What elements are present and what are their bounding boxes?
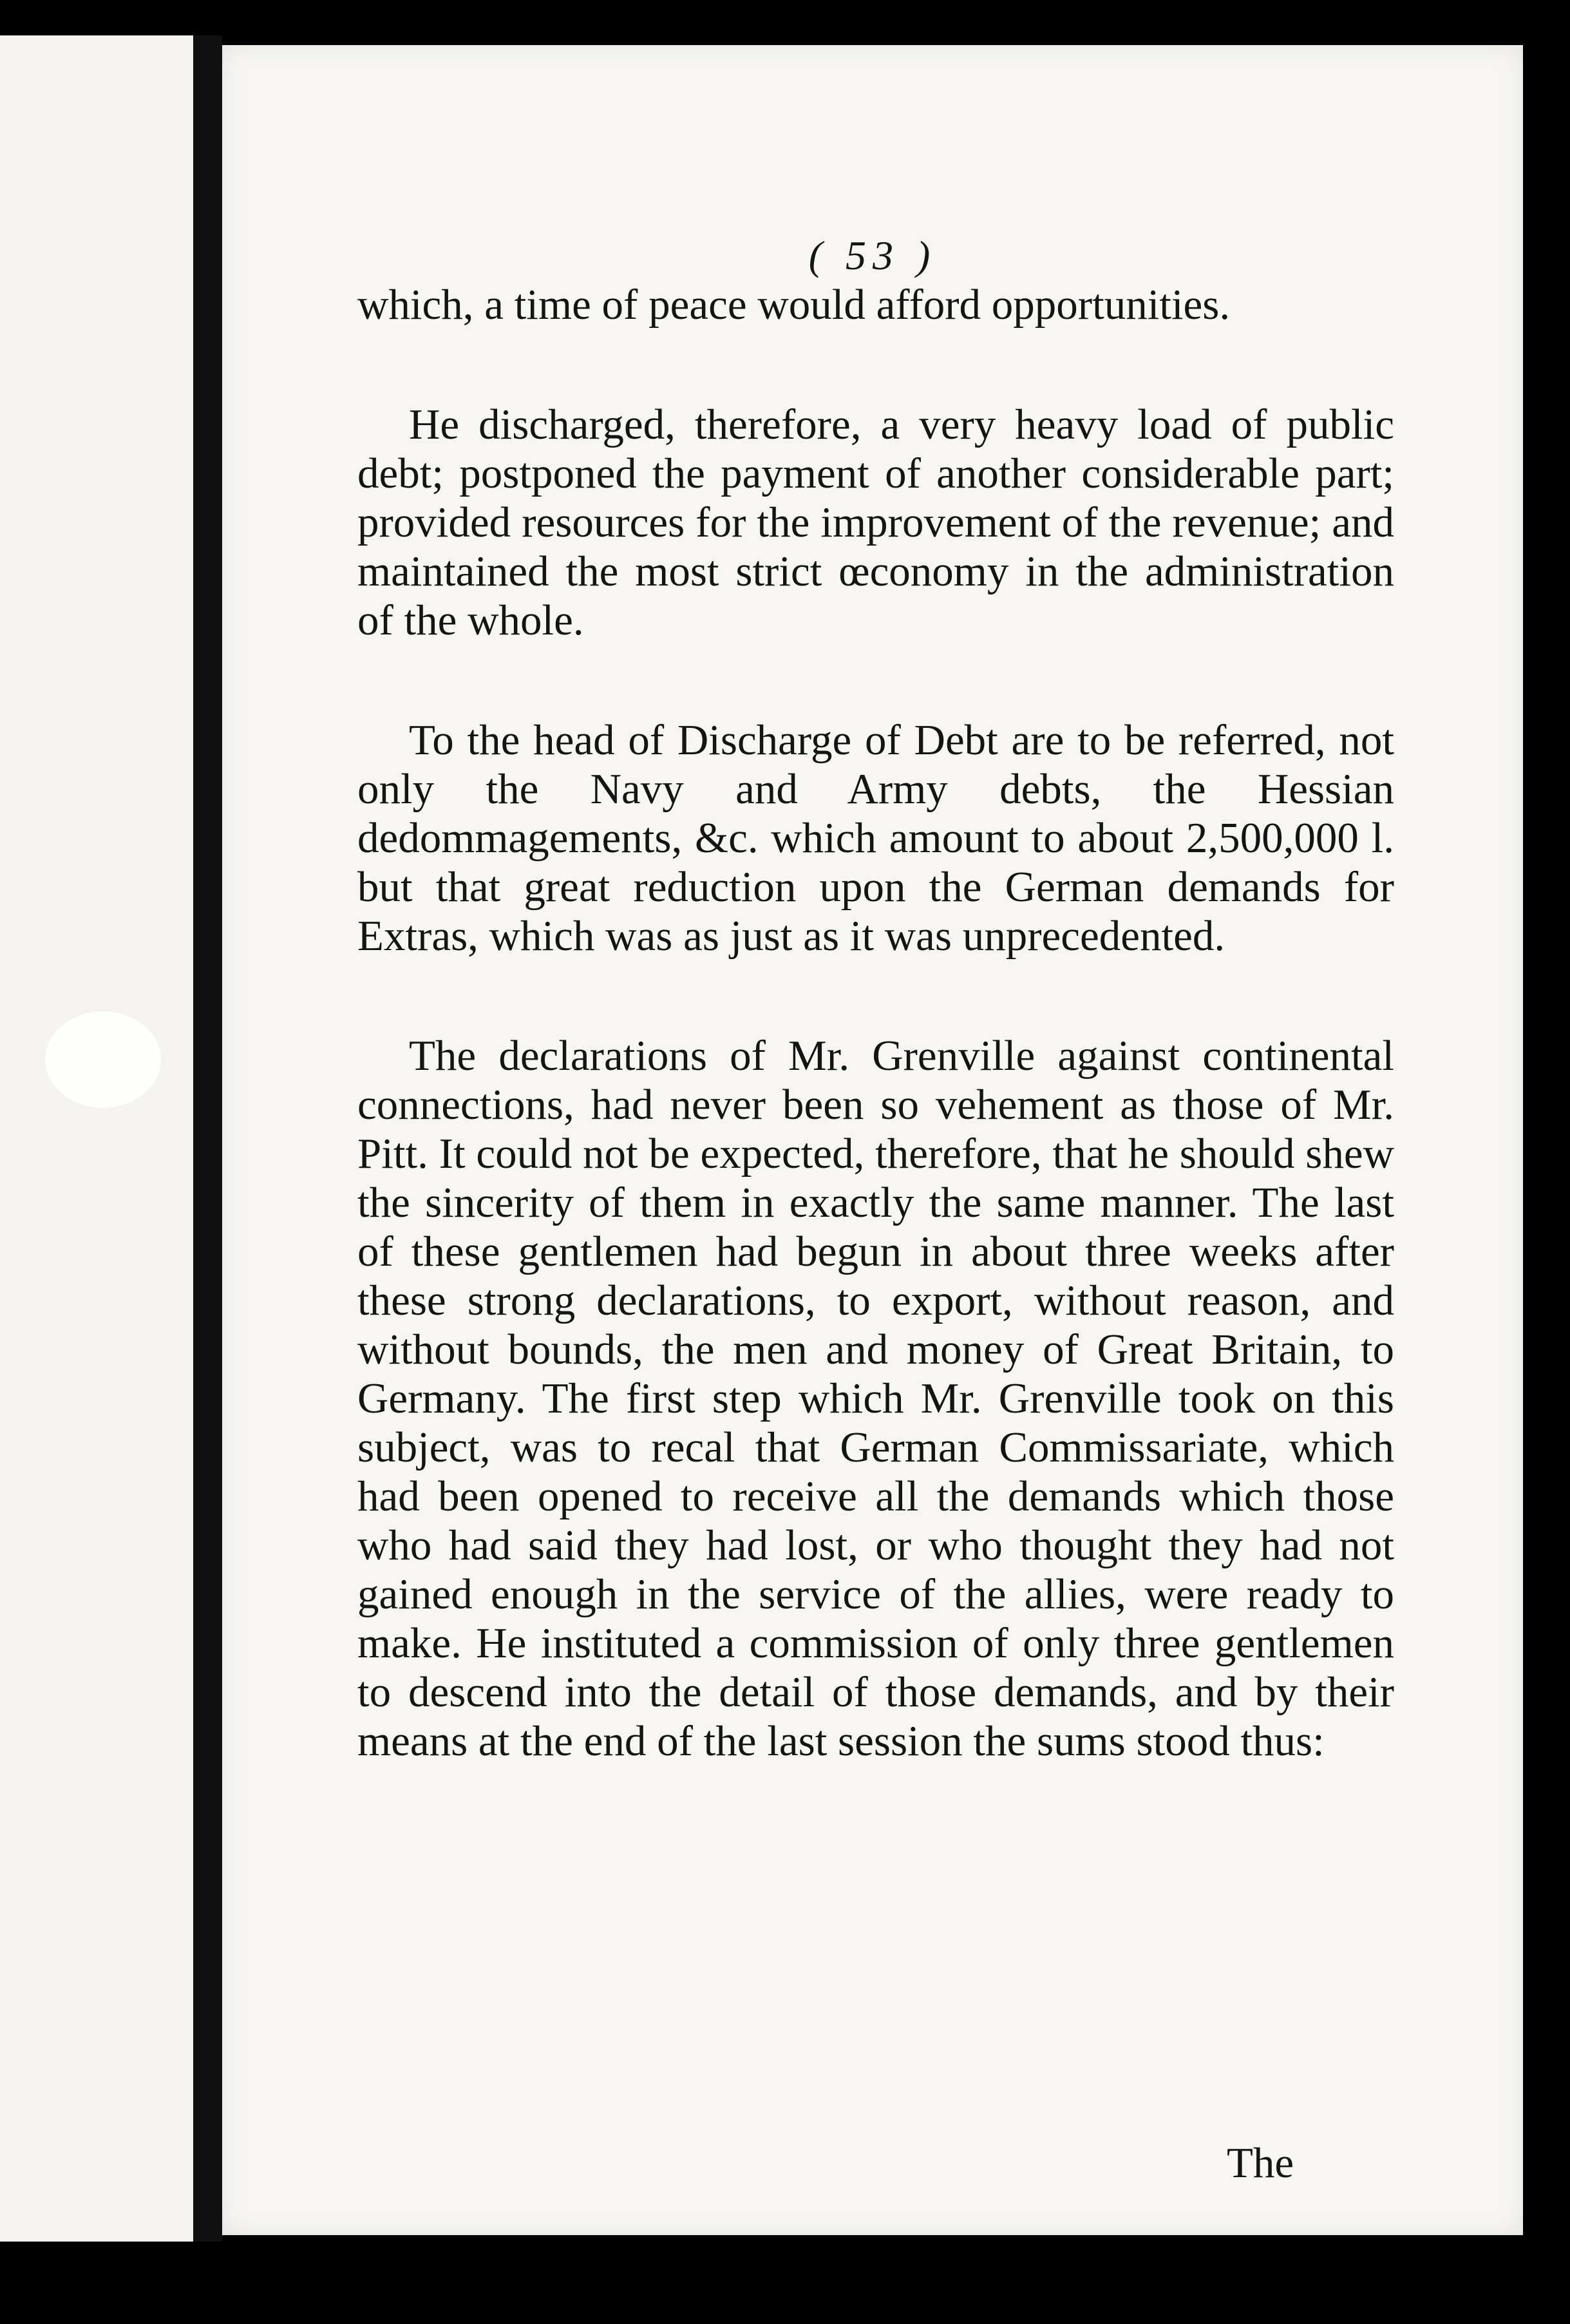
page-number: ( 53 ) bbox=[808, 233, 937, 278]
book-page bbox=[222, 45, 1523, 2235]
paper-smudge bbox=[45, 1011, 161, 1108]
page-text bbox=[357, 280, 1394, 1766]
paragraph-2: He discharged, therefore, a very heavy load of public debt; postponed the payment of another considerable part; provided resources for the improvement of the revenue; and maintained the most strict œconomy in the administration of the whole. bbox=[357, 401, 1394, 644]
facing-page bbox=[0, 35, 193, 2242]
catchword: The bbox=[1227, 2139, 1294, 2187]
paragraph-4: The declarations of Mr. Grenville against continental connections, had never been so vehement as those of Mr. Pitt. It could not be expected, therefore, that he should shew the sincerity of them in exactly the same manner. The last of these gentlemen had begun in about three weeks after these strong declarations, to export, without reason, and without bounds, the men and money of Great Britain, to Germany. The first step which Mr. Grenville took on this subject, was to recal that German Commissariate, which had been opened to receive all the demands which those who had said they had lost, or who thought they had not gained enough in the service of the allies, were ready to make. He instituted a commission of only three gentlemen to descend into the detail of those demands, and by their means at the end of the last session the sums stood thus: bbox=[357, 1032, 1394, 1765]
paragraph-3: To the head of Discharge of Debt are to be referred, not only the Navy and Army debts, the Hessian dedommagements, &c. which amount to about 2,500,000 l. but that great reduction upon the German demands for Extras, which was as just as it was unprecedented. bbox=[357, 716, 1394, 960]
book-spine bbox=[193, 35, 222, 2242]
paragraph-1: which, a time of peace would afford opportunities. bbox=[357, 281, 1231, 329]
